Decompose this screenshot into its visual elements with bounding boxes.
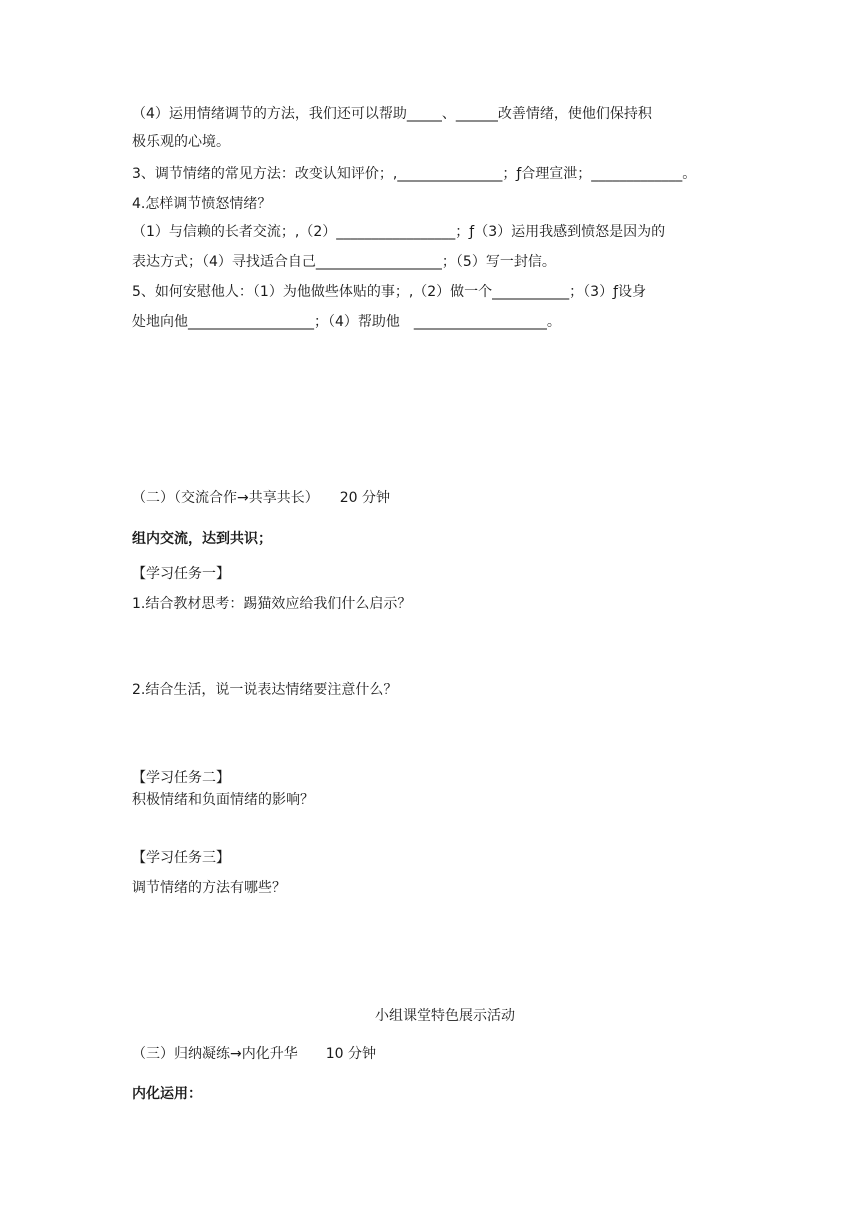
task-question: 2.结合生活，说一说表达情绪要注意什么？ [132, 682, 398, 698]
task-question: 积极情绪和负面情绪的影响？ [132, 792, 314, 808]
task-question: 调节情绪的方法有哪些？ [132, 880, 286, 896]
text-line: （1）与信赖的长者交流；,（2）_________________；ƒ（3）运用我感到愤怒是因为的 [132, 224, 666, 240]
text-line: 4.怎样调节愤怒情绪？ [132, 196, 272, 212]
section-subheading: 组内交流，达到共识； [132, 531, 272, 547]
text-line: 5、如何安慰他人：（1）为他做些体贴的事；,（2）做一个___________；（3）ƒ设身 [132, 284, 647, 300]
text-line: （4）运用情绪调节的方法，我们还可以帮助_____、______改善情绪，使他们保持积 [132, 106, 652, 122]
activity-title: 小组课堂特色展示活动 [375, 1008, 515, 1024]
task-title: 【学习任务一】 [132, 566, 230, 582]
text-line: 极乐观的心境。 [132, 134, 230, 150]
task-title: 【学习任务二】 [132, 770, 230, 786]
text-line: 处地向他__________________；（4）帮助他 ___________________。 [132, 314, 561, 330]
task-title: 【学习任务三】 [132, 850, 230, 866]
text-line: 3、调节情绪的常见方法：改变认知评价；,_______________；ƒ合理宣泄；_____________。 [132, 166, 697, 182]
text-line: 表达方式；（4）寻找适合自己__________________；（5）写一封信。 [132, 254, 556, 270]
section-subheading: 内化运用： [132, 1086, 202, 1102]
section-heading: （三）归纳凝练→内化升华 10 分钟 [132, 1046, 376, 1062]
section-heading: （二）（交流合作→共享共长） 20 分钟 [132, 490, 390, 506]
task-question: 1.结合教材思考：踢猫效应给我们什么启示？ [132, 596, 412, 612]
